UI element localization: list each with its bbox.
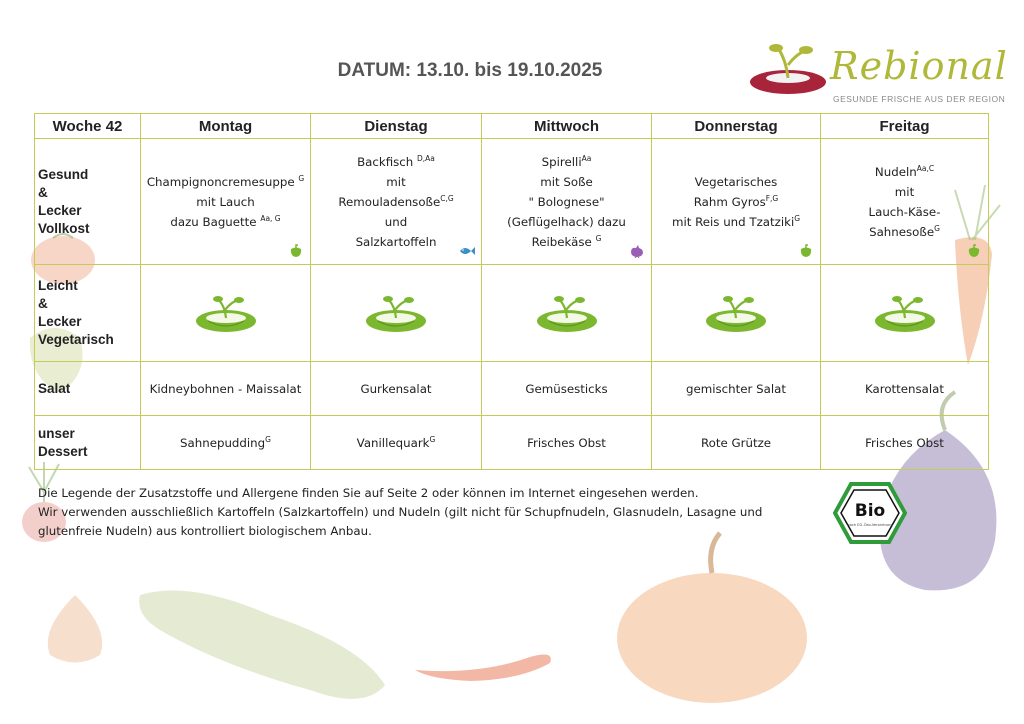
meal-line xyxy=(482,172,651,192)
meal-line xyxy=(652,192,820,212)
chili-illustration xyxy=(410,645,560,685)
onion-illustration xyxy=(30,590,120,670)
row-label-line: Leicht xyxy=(38,278,78,293)
day-header: Dienstag xyxy=(311,114,482,139)
salad-cell: Kidneybohnen - Maissalat xyxy=(141,362,311,416)
vegetarian-bowl-icon xyxy=(194,291,258,335)
vegetarian-cell xyxy=(652,265,821,362)
allergen-code: Aa, G xyxy=(260,213,281,223)
day-header: Montag xyxy=(141,114,311,139)
meal-line xyxy=(652,433,820,453)
legend-line: glutenfreie Nudeln) aus kontrolliert biologischem Anbau. xyxy=(38,524,372,538)
meal-line xyxy=(821,202,988,222)
dessert-cell xyxy=(311,416,482,470)
meal-line xyxy=(141,172,310,192)
meal-text: Spirelli xyxy=(541,154,582,169)
allergen-code: G xyxy=(794,213,801,223)
dessert-cell xyxy=(141,416,311,470)
meal-cell xyxy=(652,139,821,265)
meal-text: mit Lauch xyxy=(196,194,255,209)
salad-cell: Gurkensalat xyxy=(311,362,482,416)
meal-line xyxy=(482,192,651,212)
meal-line xyxy=(311,212,481,232)
allergen-code: G xyxy=(265,434,271,444)
row-label-line: & xyxy=(38,296,48,311)
week-label: Woche 42 xyxy=(35,114,141,139)
row-label-line: Lecker xyxy=(38,314,82,329)
allergen-code: G xyxy=(934,223,940,233)
vegetarian-bowl-icon xyxy=(535,291,599,335)
salat-row xyxy=(35,362,989,416)
row-label-line: & xyxy=(38,184,48,200)
meal-cell xyxy=(482,139,652,265)
allergen-code: G xyxy=(595,233,602,243)
bio-seal-icon xyxy=(833,482,907,544)
header-row xyxy=(35,114,989,139)
bio-seal-text: Bio xyxy=(854,501,886,521)
meal-text: Rote Grütze xyxy=(700,435,772,450)
fish-icon xyxy=(459,244,475,258)
dessert-row xyxy=(35,416,989,470)
allergen-code: Aa,C xyxy=(916,163,935,173)
menu-table xyxy=(34,113,989,470)
allergen-code: F,G xyxy=(765,193,779,203)
meal-line xyxy=(311,152,481,172)
allergen-code: G xyxy=(429,434,436,444)
meal-text: Backfisch xyxy=(357,154,418,169)
meal-text: mit Reis und Tzatziki xyxy=(671,214,795,229)
pumpkin-illustration xyxy=(612,528,812,708)
meal-line xyxy=(141,433,310,453)
row-label-salat xyxy=(35,362,141,416)
meal-line xyxy=(482,232,651,252)
allergen-code: Aa xyxy=(581,153,592,163)
meal-text: Nudeln xyxy=(874,164,917,179)
day-header: Freitag xyxy=(821,114,989,139)
row-label-line: Vegetarisch xyxy=(38,332,114,347)
legend-text xyxy=(38,484,818,541)
vegetarian-cell xyxy=(482,265,652,362)
meal-text: Frisches Obst xyxy=(865,435,944,450)
bio-seal-subtext: nach EG-Öko-Verordnung xyxy=(847,523,893,527)
meal-text: Sahnesoße xyxy=(869,224,935,239)
vegetarian-cell xyxy=(821,265,989,362)
meal-line xyxy=(821,433,988,453)
row-label-line: Vollkost xyxy=(38,220,90,236)
row-label-line: Lecker xyxy=(38,202,82,218)
chicken-icon xyxy=(629,244,645,258)
vegetarian-bowl-icon xyxy=(364,291,428,335)
legend-line: Die Legende der Zusatzstoffe und Allergene finden Sie auf Seite 2 oder können im Internet eingesehen werden. xyxy=(38,486,699,500)
row-label-line: Gesund xyxy=(38,166,89,182)
salad-cell: Gemüsesticks xyxy=(482,362,652,416)
meal-line xyxy=(141,192,310,212)
row-label-dessert xyxy=(35,416,141,470)
meal-line xyxy=(482,152,651,172)
meal-line xyxy=(141,212,310,232)
vegetarian-cell xyxy=(311,265,482,362)
row-label-gesund xyxy=(35,139,141,265)
allergen-code: C,G xyxy=(440,193,454,203)
meal-text: mit xyxy=(386,174,406,189)
meal-text: Vegetarisches xyxy=(694,174,778,189)
leicht-row xyxy=(35,265,989,362)
logo-wordmark: Rebional xyxy=(830,44,1008,88)
meal-line xyxy=(821,222,988,242)
logo-tagline: GESUNDE FRISCHE AUS DER REGION xyxy=(833,94,1006,104)
vegetarian-cell xyxy=(141,265,311,362)
pepper-icon xyxy=(798,244,814,258)
row-label-leicht xyxy=(35,265,141,362)
meal-text: dazu Baguette xyxy=(170,214,261,229)
meal-text: und xyxy=(384,214,408,229)
legend-line: Wir verwenden ausschließlich Kartoffeln (Salzkartoffeln) und Nudeln (gilt nicht für Schupfnudeln, Glasnudeln, Lasagne und xyxy=(38,505,763,519)
meal-text: Champignoncremesuppe xyxy=(146,174,299,189)
meal-cell xyxy=(821,139,989,265)
meal-line xyxy=(652,172,820,192)
zucchini-illustration xyxy=(130,575,400,715)
gesund-row xyxy=(35,139,989,265)
meal-text: Remouladensoße xyxy=(338,194,441,209)
dessert-cell xyxy=(821,416,989,470)
page-title: DATUM: 13.10. bis 19.10.2025 xyxy=(337,60,603,81)
pepper-icon xyxy=(966,244,982,258)
allergen-code: D,Aa xyxy=(417,153,435,163)
meal-text: Rahm Gyros xyxy=(693,194,766,209)
meal-line xyxy=(821,182,988,202)
row-label-line: unser xyxy=(38,425,75,441)
meal-line xyxy=(311,433,481,453)
vegetarian-bowl-icon xyxy=(873,291,937,335)
dessert-cell xyxy=(482,416,652,470)
meal-text: Lauch-Käse- xyxy=(868,204,941,219)
meal-line xyxy=(652,212,820,232)
meal-text: Sahnepudding xyxy=(180,435,266,450)
meal-text: Salzkartoffeln xyxy=(355,234,437,249)
meal-text: mit Soße xyxy=(540,174,593,189)
meal-text: (Geflügelhack) dazu xyxy=(507,214,626,229)
meal-text: mit xyxy=(894,184,915,199)
salad-cell: Karottensalat xyxy=(821,362,989,416)
meal-line xyxy=(311,232,481,252)
meal-line xyxy=(821,162,988,182)
meal-text: Frisches Obst xyxy=(527,435,606,450)
row-label-line: Dessert xyxy=(38,443,88,459)
meal-line xyxy=(482,212,651,232)
dessert-cell xyxy=(652,416,821,470)
day-header: Mittwoch xyxy=(482,114,652,139)
meal-text: Vanillequark xyxy=(356,435,430,450)
row-label-line: Salat xyxy=(38,380,71,396)
meal-line xyxy=(311,192,481,212)
meal-text: " Bolognese" xyxy=(528,194,605,209)
allergen-code: G xyxy=(298,173,305,183)
day-header: Donnerstag xyxy=(652,114,821,139)
meal-cell xyxy=(311,139,482,265)
meal-cell xyxy=(141,139,311,265)
salad-cell: gemischter Salat xyxy=(652,362,821,416)
meal-line xyxy=(311,172,481,192)
vegetarian-bowl-icon xyxy=(704,291,768,335)
meal-line xyxy=(482,433,651,453)
meal-text: Reibekäse xyxy=(531,234,596,249)
pepper-icon xyxy=(288,244,304,258)
